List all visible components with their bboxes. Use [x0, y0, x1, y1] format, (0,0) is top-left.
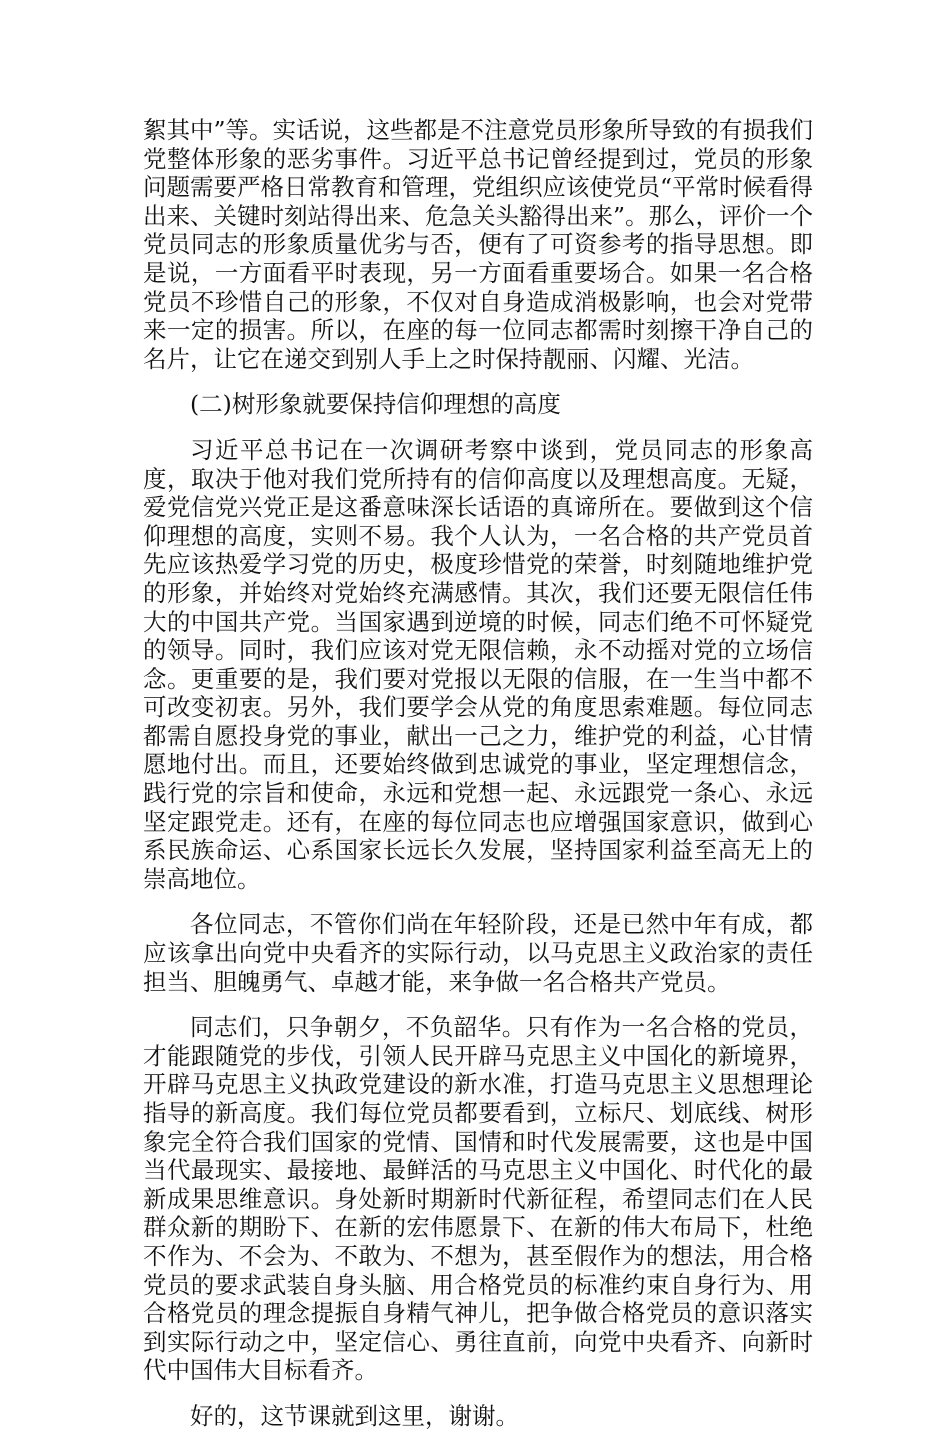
paragraph-closing: 好的，这节课就到这里，谢谢。: [190, 1401, 519, 1430]
paragraph-comrades-address: 各位同志，不管你们尚在年轻阶段，还是已然中年有成，都应该拿出向党中央看齐的实际行动，以马克思主义政治家的责任担当、胆魄勇气、卓越才能，来争做一名合格共产党员。: [143, 910, 813, 996]
paragraph-continuation: 絮其中”等。实话说，这些都是不注意党员形象所导致的有损我们党整体形象的恶劣事件。习近平总书记曾经提到过，党员的形象问题需要严格日常教育和管理，党组织应该使党员“平常时候看得出来、关键时刻站得出来、危急关头豁得出来”。那么，评价一个党员同志的形象质量优劣与否，便有了可资参考的指导思想。即是说，一方面看平时表现，另一方面看重要场合。如果一名合格党员不珍惜自己的形象，不仅对自身造成消极影响，也会对党带来一定的损害。所以，在座的每一位同志都需时刻擦干净自己的名片，让它在递交到别人手上之时保持靓丽、闪耀、光洁。: [143, 116, 814, 373]
paragraph-conclusion: 同志们，只争朝夕，不负韶华。只有作为一名合格的党员，才能跟随党的步伐，引领人民开辟马克思主义中国化的新境界，开辟马克思主义执政党建设的新水准，打造马克思主义思想理论指导的新高度。我们每位党员都要看到，立标尺、划底线、树形象完全符合我们国家的党情、国情和时代发展需要，这也是中国当代最现实、最接地、最鲜活的马克思主义中国化、时代化的最新成果思维意识。身处新时期新时代新征程，希望同志们在人民群众新的期盼下、在新的宏伟愿景下、在新的伟大布局下，杜绝不作为、不会为、不敢为、不想为，甚至假作为的想法，用合格党员的要求武装自身头脑、用合格党员的标准约束自身行为、用合格党员的理念提振自身精气神儿，把争做合格党员的意识落实到实际行动之中，坚定信心、勇往直前，向党中央看齐、向新时代中国伟大目标看齐。: [143, 1013, 813, 1385]
paragraph-faith-ideals: 习近平总书记在一次调研考察中谈到，党员同志的形象高度，取决于他对我们党所持有的信仰高度以及理想高度。无疑，爱党信党兴党正是这番意味深长话语的真谛所在。要做到这个信仰理想的高度，实则不易。我个人认为，一名合格的共产党员首先应该热爱学习党的历史，极度珍惜党的荣誉，时刻随地维护党的形象，并始终对党始终充满感情。其次，我们还要无限信任伟大的中国共产党。当国家遇到逆境的时候，同志们绝不可怀疑党的领导。同时，我们应该对党无限信赖，永不动摇对党的立场信念。更重要的是，我们要对党报以无限的信服，在一生当中都不可改变初衷。另外，我们要学会从党的角度思索难题。每位同志都需自愿投身党的事业，献出一己之力，维护党的利益，心甘情愿地付出。而且，还要始终做到忠诚党的事业，坚定理想信念，践行党的宗旨和使命，永远和党想一起、永远跟党一条心、永远坚定跟党走。还有，在座的每位同志也应增强国家意识，做到心系民族命运、心系国家长远长久发展，坚持国家利益至高无上的崇高地位。: [143, 435, 813, 893]
document-page: [143, 116, 813, 1448]
section-heading-2: (二)树形象就要保持信仰理想的高度: [190, 390, 561, 419]
